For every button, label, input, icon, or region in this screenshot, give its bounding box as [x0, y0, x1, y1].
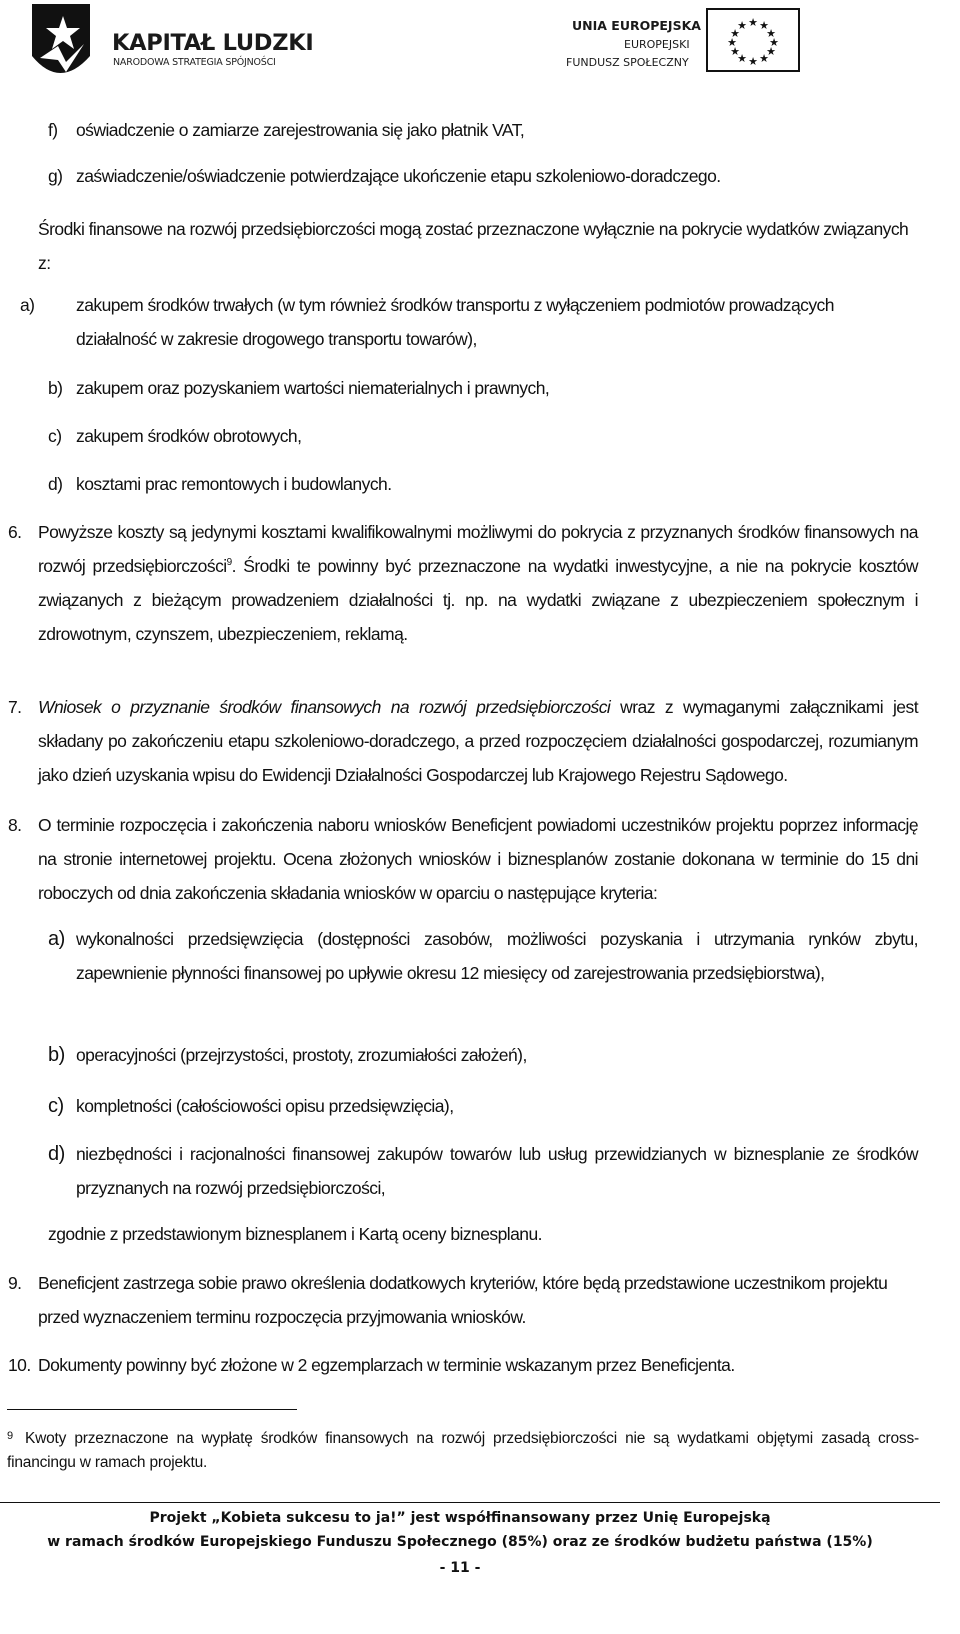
svg-text:★: ★ [748, 55, 758, 68]
list-marker: a) [20, 295, 35, 315]
list-item-5d [48, 467, 918, 501]
eu-logo-line2: EUROPEJSKI [624, 38, 690, 51]
footer-line-2: w ramach środków Europejskiego Funduszu Społecznego (85%) oraz ze środków budżetu państwa (15%) [47, 1534, 873, 1550]
criterion-d [48, 1137, 918, 1205]
criterion-b [48, 1038, 918, 1072]
eu-flag-icon [706, 8, 800, 72]
footnote [7, 1424, 919, 1475]
paragraph-number: 9. [8, 1273, 22, 1293]
svg-text:★: ★ [737, 19, 747, 32]
eu-logo-line1: UNIA EUROPEJSKA [572, 18, 701, 33]
paragraph-number: 7. [8, 697, 22, 717]
footnote-number: 9 [7, 1430, 13, 1442]
svg-text:★: ★ [737, 52, 747, 65]
paragraph-number: 10. [8, 1355, 31, 1375]
criterion-marker: a) [48, 928, 65, 950]
criterion-marker: d) [48, 1143, 65, 1165]
paragraph-9 [8, 1266, 918, 1334]
footnote-reference: 9 [226, 557, 232, 568]
kapital-ludzki-subtitle: NARODOWA STRATEGIA SPÓJNOŚCI [113, 57, 276, 68]
footnote-text: Kwoty przeznaczone na wypłatę środków finansowych na rozwój przedsiębiorczości nie są wydatkami objętymi zasadą cross- financingu w ramach projektu. [7, 1430, 919, 1471]
page-number: - 11 - [439, 1560, 481, 1576]
svg-text:★: ★ [766, 27, 776, 40]
document-title-italic: Wniosek o przyznanie środków finansowych na rozwój przedsiębiorczości [38, 697, 611, 717]
list-marker: d) [48, 474, 63, 494]
criterion-c [48, 1089, 918, 1123]
paragraph-text: O terminie rozpoczęcia i zakończenia naboru wniosków Beneficjent powiadomi uczestników projektu poprzez informację na stronie internetowej projektu. Ocena złożonych wniosków i biznesplanów zostanie dokonana w terminie do 15 dni roboczych od dnia zakończenia składania wniosków w oparciu o następujące kryteria: [38, 815, 918, 903]
svg-text:★: ★ [730, 45, 740, 58]
list-marker: f) [48, 120, 58, 140]
paragraph-10 [8, 1348, 918, 1382]
criterion-text: operacyjności (przejrzystości, prostoty, zrozumiałości założeń), [76, 1045, 527, 1065]
kapital-ludzki-logo [30, 0, 314, 95]
paragraph-number: 8. [8, 815, 22, 835]
list-marker: b) [48, 378, 63, 398]
paragraph-number: 6. [8, 522, 22, 542]
criterion-a [48, 922, 918, 990]
list-item-text: zaświadczenie/oświadczenie potwierdzające ukończenie etapu szkoleniowo-doradczego. [76, 166, 721, 186]
list-item-5b [48, 371, 918, 405]
list-item-text: kosztami prac remontowych i budowlanych. [76, 474, 392, 494]
list-item-text: oświadczenie o zamiarze zarejestrowania się jako płatnik VAT, [76, 120, 525, 140]
list-item-f [48, 113, 928, 147]
paragraph-text: Dokumenty powinny być złożone w 2 egzemplarzach w terminie wskazanym przez Beneficjenta. [38, 1355, 735, 1375]
paragraph-text: Środki finansowe na rozwój przedsiębiorczości mogą zostać przeznaczone wyłącznie na pokrycie wydatków związanych z: [38, 219, 909, 273]
svg-text:★: ★ [759, 52, 769, 65]
criteria-closing: zgodnie z przedstawionym biznesplanem i Kartą oceny biznesplanu. [48, 1224, 542, 1244]
list-item-5c [48, 419, 918, 453]
footer-separator [0, 1502, 940, 1503]
paragraph-text: wraz z wymaganymi załącznikami jest składany po zakończeniu etapu szkoleniowo-doradczego, a przed rozpoczęciem działalności gospodarczej, rozumianym jako dzień uzyskania wpisu do Ewidencji Działalności Gospodarczej lub Krajowego Rejestru Sądowego. [38, 697, 919, 785]
paragraph-8 [8, 808, 918, 910]
svg-text:★: ★ [748, 16, 758, 29]
svg-text:★: ★ [759, 19, 769, 32]
paragraph-number [8, 212, 38, 246]
paragraph-7 [8, 690, 919, 792]
criterion-text: niezbędności i racjonalności finansowej zakupów towarów lub usług przewidzianych w biznesplanie ze środków przyznanych na rozwój przedsiębiorczości, [76, 1144, 918, 1198]
svg-text:★: ★ [769, 36, 779, 49]
list-marker: g) [48, 166, 63, 186]
paragraph-text: Powyższe koszty są jedynymi kosztami kwalifikowalnymi możliwymi do pokrycia z przyznanych środków finansowych na rozwój przedsiębiorczości [38, 522, 918, 576]
footer-line-1: Projekt „Kobieta sukcesu to ja!” jest współfinansowany przez Unię Europejską [149, 1510, 771, 1526]
criterion-text: wykonalności przedsięwzięcia (dostępności zasobów, możliwości pozyskania i utrzymania rynków zbytu, zapewnienie płynności finansowej po upływie okresu 12 miesięcy od zarejestrowania przedsiębiorstwa), [76, 929, 918, 983]
kapital-ludzki-title: KAPITAŁ LUDZKI [112, 30, 314, 56]
paragraph-text-continued: . Środki te powinny być przeznaczone na wydatki inwestycyjne, a nie na pokrycie kosztów związanych z bieżącym prowadzeniem działalności tj. np. na wydatki związane z ubezpieczeniem społecznym i zdrowotnym, czynszem, ubezpieczeniem, reklamą. [38, 556, 918, 644]
list-item-text: zakupem oraz pozyskaniem wartości niematerialnych i prawnych, [76, 378, 550, 398]
paragraph-5 [38, 212, 920, 280]
list-item-g [48, 159, 928, 193]
list-item-text: zakupem środków trwałych (w tym również środków transportu z wyłączeniem podmiotów prowadzących działalność w zakresie drogowego transportu towarów), [76, 295, 834, 349]
svg-text:★: ★ [730, 27, 740, 40]
footnote-separator [7, 1409, 297, 1410]
kapital-ludzki-emblem-icon [30, 0, 100, 92]
criterion-text: kompletności (całościowości opisu przedsięwzięcia), [76, 1096, 454, 1116]
eu-logo [560, 8, 840, 78]
svg-text:★: ★ [766, 45, 776, 58]
criterion-marker: b) [48, 1044, 65, 1066]
svg-text:★: ★ [727, 36, 737, 49]
eu-logo-line3: FUNDUSZ SPOŁECZNY [566, 56, 689, 69]
list-item-text: zakupem środków obrotowych, [76, 426, 302, 446]
criterion-marker: c) [48, 1095, 64, 1117]
list-marker: c) [48, 426, 62, 446]
list-item-5a [20, 288, 918, 356]
paragraph-6 [8, 515, 918, 651]
paragraph-text: Beneficjent zastrzega sobie prawo określenia dodatkowych kryteriów, które będą przedstawione uczestnikom projektu przed wyznaczeniem terminu rozpoczęcia przyjmowania wniosków. [38, 1273, 888, 1327]
